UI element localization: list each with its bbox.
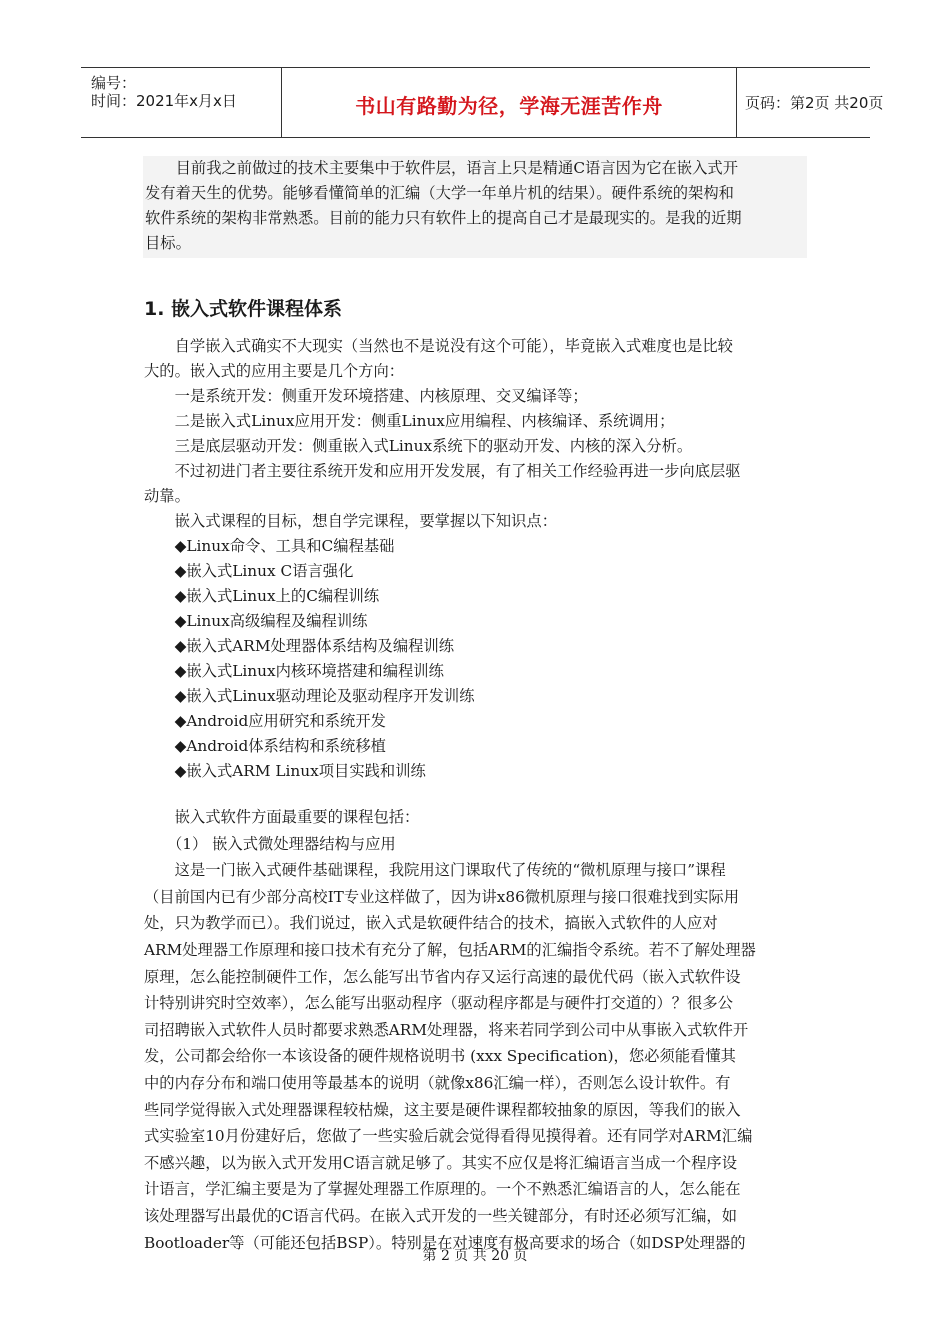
body-text-line: 大的。嵌入式的应用主要是几个方向：	[144, 362, 405, 380]
body-text-line: 三是底层驱动开发：侧重嵌入式Linux系统下的驱动开发、内核的深入分析。	[144, 437, 693, 455]
body-text-line: 动靠。	[144, 487, 190, 505]
body-text-line: 计语言，学汇编主要是为了掌握处理器工作原理的。一个不熟悉汇编语言的人，怎么能在	[144, 1180, 741, 1199]
document-time-label: 时间：2021年x月x日	[91, 92, 237, 110]
body-text-line: （目前国内已有少部分高校IT专业这样做了，因为讲x86微机原理与接口很难找到实际用	[144, 887, 740, 906]
body-text-line: ◆Linux命令、工具和C编程基础	[144, 537, 395, 555]
intro-line: 目前我之前做过的技术主要集中于软件层，语言上只是精通C语言因为它在嵌入式开	[145, 159, 738, 177]
body-text-line: 二是嵌入式Linux应用开发：侧重Linux应用编程、内核编译、系统调用；	[144, 412, 675, 430]
body-text-line: 嵌入式软件方面最重要的课程包括：	[144, 808, 420, 826]
intro-line: 发有着天生的优势。能够看懂简单的汇编（大学一年单片机的结果）。硬件系统的架构和	[145, 184, 734, 202]
body-text-line: ◆嵌入式Linux内核环境搭建和编程训练	[144, 662, 444, 680]
body-text-line: 原理，怎么能控制硬件工作，怎么能写出节省内存又运行高速的最优代码（嵌入式软件设	[144, 967, 741, 986]
body-text-line: 式实验室10月份建好后，您做了一些实验后就会觉得看得见摸得着。还有同学对ARM汇编	[144, 1127, 753, 1146]
body-text-line: Bootloader等（可能还包括BSP）。特别是在对速度有极高要求的场合（如DSP处理器的	[144, 1233, 746, 1252]
body-text-line: ARM处理器工作原理和接口技术有充分了解，包括ARM的汇编指令系统。若不了解处理器	[144, 941, 756, 959]
body-text-line: 计特别讲究时空效率），怎么能写出驱动程序（驱动程序都是与硬件打交道的）？很多公	[144, 994, 733, 1013]
body-text-line: ◆嵌入式Linux驱动理论及驱动程序开发训练	[144, 687, 475, 705]
header-motto-cell	[281, 68, 737, 137]
header-page-info: 页码：第2页 共20页	[745, 94, 884, 112]
header-meta-cell	[81, 68, 281, 137]
intro-shaded-paragraph	[143, 156, 807, 258]
body-text-line: 处，只为教学而已）。我们说过，嵌入式是软硬件结合的技术，搞嵌入式软件的人应对	[144, 914, 718, 933]
header-motto: 书山有路勤为径，学海无涯苦作舟	[355, 94, 663, 118]
body-text-line: ◆嵌入式ARM处理器体系结构及编程训练	[144, 637, 455, 655]
page-header	[81, 67, 884, 138]
page-footer: 第 2 页 共 20 页	[422, 1248, 528, 1264]
body-text-line: 一是系统开发：侧重开发环境搭建、内核原理、交叉编译等；	[144, 387, 588, 405]
body-text-line: ◆Linux高级编程及编程训练	[144, 612, 368, 630]
section-heading: 1. 嵌入式软件课程体系	[144, 298, 343, 320]
body-text-line: 发，公司都会给你一本该设备的硬件规格说明书 (xxx Specification)，您必须能看懂其	[144, 1047, 736, 1066]
body-text-line: 些同学觉得嵌入式处理器课程较枯燥，这主要是硬件课程都较抽象的原因，等我们的嵌入	[144, 1100, 741, 1119]
body-text-line: ◆嵌入式Linux上的C编程训练	[144, 587, 380, 605]
body-text-line: ◆嵌入式Linux C语言强化	[144, 562, 354, 580]
body-text-line: 不过初进门者主要往系统开发和应用开发发展，有了相关工作经验再进一步向底层驱	[144, 462, 741, 480]
body-text-line: 该处理器写出最优的C语言代码。在嵌入式开发的一些关键部分，有时还必须写汇编，如	[144, 1207, 737, 1225]
body-text-line: ◆Android体系结构和系统移植	[144, 737, 386, 755]
header-page-cell	[736, 68, 884, 137]
body-text-line: 不感兴趣，以为嵌入式开发用C语言就足够了。其实不应仅是将汇编语言当成一个程序设	[144, 1153, 737, 1172]
body-text-line: 嵌入式课程的目标，想自学完课程，要掌握以下知识点：	[144, 512, 558, 530]
intro-line: 目标。	[145, 234, 191, 252]
body-text-line: 中的内存分布和端口使用等最基本的说明（就像x86汇编一样），否则怎么设计软件。有	[144, 1074, 731, 1092]
document-number-label: 编号：	[91, 74, 137, 92]
body-text-line: 自学嵌入式确实不大现实（当然也不是说没有这个可能），毕竟嵌入式难度也是比较	[144, 337, 733, 355]
intro-line: 软件系统的架构非常熟悉。目前的能力只有软件上的提高自己才是最现实的。是我的近期	[145, 209, 742, 227]
body-text-line: ◆Android应用研究和系统开发	[144, 712, 386, 730]
body-text-line: 这是一门嵌入式硬件基础课程，我院用这门课取代了传统的“微机原理与接口”课程	[144, 861, 726, 880]
body-text-line: ◆嵌入式ARM Linux项目实践和训练	[144, 762, 426, 780]
body-text-line: 司招聘嵌入式软件人员时都要求熟悉ARM处理器，将来若同学到公司中从事嵌入式软件开	[144, 1020, 749, 1039]
body-text-line: （1） 嵌入式微处理器结构与应用	[144, 834, 396, 853]
